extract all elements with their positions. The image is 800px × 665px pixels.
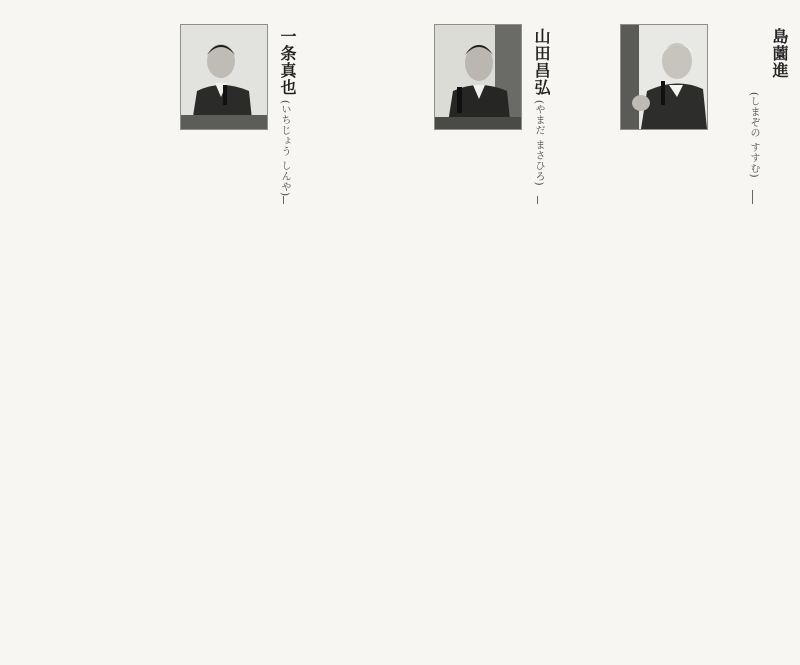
author-photo-ichijo <box>180 24 268 130</box>
author-photo-shimazono <box>620 24 708 130</box>
author-reading: (しまぞの すすむ) <box>748 92 759 178</box>
author-name: 島薗進 <box>770 28 789 79</box>
author-photo-yamada <box>434 24 522 130</box>
author-reading: (やまだ まさひろ) <box>533 100 544 186</box>
author-name: 山田昌弘 <box>532 28 551 96</box>
header-rule <box>537 196 538 204</box>
author-reading: (いちじょう しんや) <box>279 100 290 197</box>
header-rule <box>752 190 753 204</box>
author-name: 一条真也 <box>278 28 297 96</box>
header-rule <box>283 196 284 204</box>
